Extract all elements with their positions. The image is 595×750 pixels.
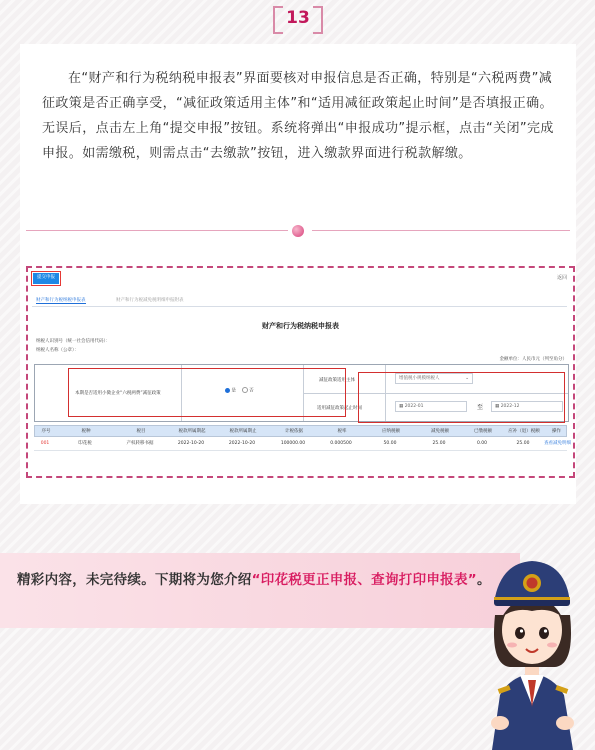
step-number: 13: [286, 8, 310, 28]
col-header: 税款所属期止: [229, 429, 257, 434]
col-header: 已缴税额: [474, 429, 492, 434]
col-header: 税款所属期起: [178, 429, 206, 434]
calendar-icon: ▦: [399, 404, 405, 409]
taxpayer-name-label: 纳税人名称（公章）：: [36, 348, 79, 353]
cell-period-end: 2022-10-20: [228, 441, 256, 446]
right-bracket: [313, 6, 323, 34]
back-link[interactable]: 返回: [556, 275, 567, 281]
submit-highlight: [31, 271, 61, 286]
subject-value: 增值税小规模纳税人: [399, 376, 440, 381]
calendar-icon: ▦: [495, 404, 501, 409]
divider-left: [26, 230, 288, 231]
cell-index: 001: [40, 441, 50, 446]
instruction-text: 在“财产和行为税纳税申报表”界面要核对申报信息是否正确，特别是“六税两费”减征政策是否正确享受，“减征政策适用主体”和“适用减征政策起止时间”是否填报正确。无误后，点击左上角“提交申报”按钮。系统将弹出“申报成功”提示框，点击“关闭”完成申报。如需缴税，则需点击“去缴款”按钮，进入缴款界面进行税款解缴。: [42, 71, 554, 161]
period-end-placeholder: 2022-12: [500, 404, 520, 409]
cell-tax-item: 产权转移书据: [126, 441, 154, 446]
promo-suffix: 。: [476, 572, 491, 588]
col-header: 税目: [136, 429, 146, 434]
cell-tax-paid: 0.00: [476, 441, 488, 446]
submit-declaration-button[interactable]: 提交申报: [33, 273, 59, 284]
promo-highlight: “印花税更正申报、查询打印申报表”: [251, 572, 477, 588]
radio-yes-label: 是: [231, 388, 236, 394]
table-header: [34, 425, 567, 437]
period-start-placeholder: 2022-01: [404, 404, 424, 409]
form-tabs: [32, 294, 567, 307]
content-card: [20, 44, 576, 504]
divider-dot: [292, 225, 304, 237]
promo-banner: [0, 553, 520, 628]
policy-question: 本期是否适用小微企业“六税两费”减征政策: [75, 391, 161, 396]
cell-tax-reduction: 25.00: [432, 441, 446, 446]
period-label: 适用减征政策起止时间: [317, 406, 362, 411]
promo-text: [17, 568, 502, 592]
col-header: 应补（退）税额: [508, 429, 540, 434]
tab-reduction-schedule[interactable]: 财产和行为税减免税明细申报附表: [116, 298, 184, 303]
period-separator: 至: [477, 404, 484, 411]
col-header: 税种: [81, 429, 91, 434]
left-bracket: [273, 6, 283, 34]
col-header: 减免税额: [431, 429, 449, 434]
tab-property-tax-form[interactable]: 财产和行为税纳税申报表: [36, 298, 86, 303]
col-header: 税率: [337, 429, 347, 434]
subject-period-highlight: [358, 372, 565, 423]
table-row: [34, 438, 571, 451]
amount-unit: 金额单位：人民币元（列至角分）: [499, 357, 567, 362]
cell-tax-payable: 50.00: [383, 441, 397, 446]
col-header: 计税依据: [285, 429, 303, 434]
col-header: 操作: [552, 429, 561, 434]
form-title: 财产和行为税纳税申报表: [262, 322, 339, 330]
cell-tax-type: 印花税: [78, 441, 92, 446]
taxpayer-id-label: 纳税人识别号（统一社会信用代码）：: [36, 339, 111, 344]
step-badge: [273, 4, 323, 32]
cell-tax-basis: 100000.00: [280, 441, 306, 446]
promo-lead: 精彩内容，未完待续。下期将为您介绍: [17, 572, 252, 588]
chevron-down-icon: ⌄: [465, 376, 469, 381]
divider-right: [312, 230, 570, 231]
tax-form-screenshot: [26, 266, 575, 478]
col-header: 应纳税额: [382, 429, 400, 434]
view-reduction-details-link[interactable]: 查看减免明细: [544, 441, 571, 446]
radio-no-label: 否: [249, 388, 254, 394]
tax-officer-avatar: [470, 545, 595, 750]
cell-tax-due: 25.00: [516, 441, 530, 446]
cell-tax-rate: 0.000500: [330, 441, 352, 446]
policy-highlight: [68, 368, 346, 417]
cell-period-start: 2022-10-20: [177, 441, 205, 446]
subject-label: 减征政策适用主体: [319, 378, 355, 383]
col-header: 序号: [41, 429, 51, 434]
